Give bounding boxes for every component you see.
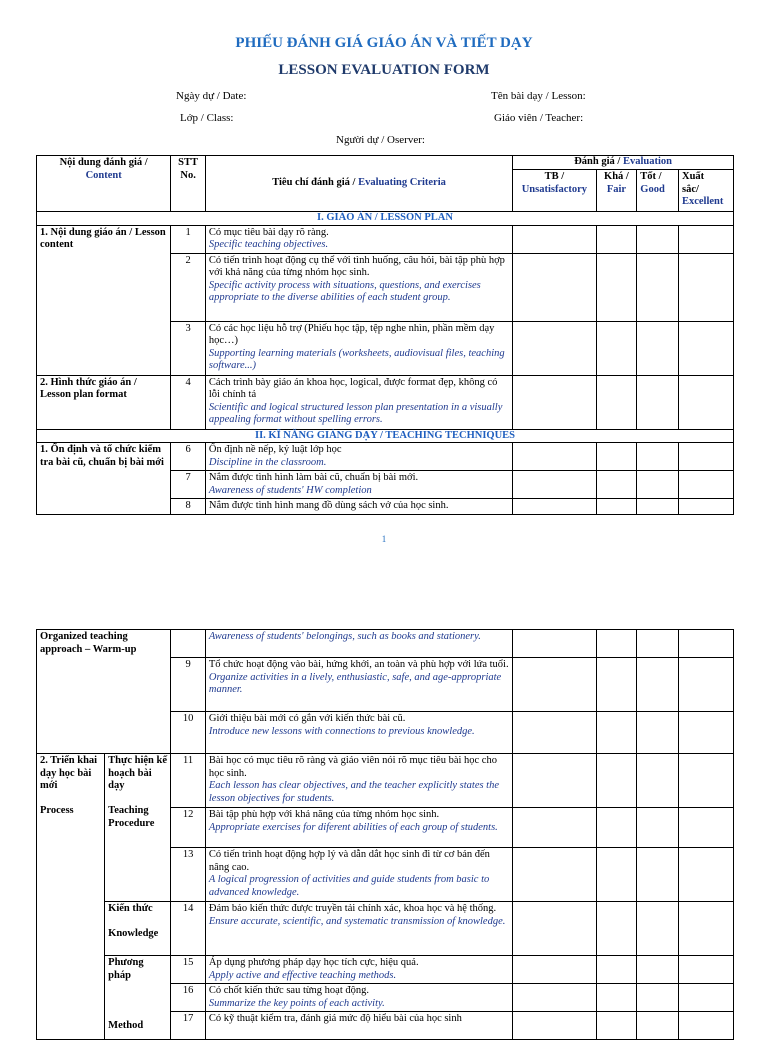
rating-cell[interactable] [678,225,733,253]
criterion-text: Áp dụng phương pháp dạy học tích cực, hiệu quả. Apply active and effective teaching methods. [205,956,512,984]
criterion-number [171,630,206,658]
rating-cell[interactable] [637,443,679,471]
rating-cell[interactable] [596,471,637,499]
rating-cell[interactable] [678,902,733,956]
group-lesson-content: 1. Nội dung giáo án / Lesson content [37,225,171,375]
rating-cell[interactable] [513,984,596,1012]
rating-cell[interactable] [596,658,637,712]
criterion-text: Bài học có mục tiêu rõ ràng và giáo viên nói rõ mục tiêu bài học cho học sinh. Each lesson has clear objectives, and the teacher explicitly states the lesson objectives for students. [205,754,512,808]
rating-cell[interactable] [596,321,637,375]
evaluation-table-page-1 [36,155,734,515]
date-field-label: Ngày dự / Date: [176,90,247,102]
rating-cell[interactable] [513,225,596,253]
criterion-text: Ổn định nề nếp, kỷ luật lớp học Discipline in the classroom. [205,443,512,471]
criterion-number: 11 [171,754,206,808]
group-process: 2. Triển khai dạy học bài mới Process [37,754,105,1040]
rating-cell[interactable] [637,499,679,515]
rating-cell[interactable] [637,848,679,902]
group-warm-up: 1. Ổn định và tổ chức kiểm tra bài cũ, chuẩn bị bài mới [37,443,171,515]
rating-cell[interactable] [678,848,733,902]
criterion-number: 4 [171,375,206,429]
rating-cell[interactable] [637,712,679,754]
rating-cell[interactable] [596,902,637,956]
rating-cell[interactable] [513,321,596,375]
rating-cell[interactable] [678,321,733,375]
rating-cell[interactable] [637,225,679,253]
criterion-text: Có tiến trình hoạt động cụ thể với tình huống, câu hỏi, bài tập phù hợp với khả năng của từng nhóm học sinh. Specific activity process with situations, questions, and exercises appropriate to the diverse abilities of each student group. [205,253,512,321]
rating-cell[interactable] [637,808,679,848]
criterion-text: Giới thiệu bài mới có gắn với kiến thức bài cũ. Introduce new lessons with connections to previous knowledge. [205,712,512,754]
criterion-text: Có các học liệu hỗ trợ (Phiếu học tập, tệp nghe nhìn, phần mềm dạy học…) Supporting learning materials (worksheets, audiovisual files, teaching software...) [205,321,512,375]
page-2 [0,598,768,1031]
observer-field-label: Người dự / Oserver: [336,134,425,146]
rating-cell[interactable] [678,499,733,515]
rating-cell[interactable] [513,848,596,902]
subgroup-knowledge: Kiến thức Knowledge [105,902,171,956]
rating-cell[interactable] [678,658,733,712]
criterion-text: Có tiến trình hoạt động hợp lý và dẫn dắt học sinh đi từ cơ bản đến nâng cao. A logical progression of activities and guide students from basic to advanced knowledge. [205,848,512,902]
criterion-number: 14 [171,902,206,956]
rating-cell[interactable] [596,712,637,754]
criterion-number: 13 [171,848,206,902]
rating-cell[interactable] [513,754,596,808]
page-break [0,548,768,598]
criterion-text: Tổ chức hoạt động vào bài, hứng khởi, an toàn và phù hợp với lứa tuổi. Organize activities in a lively, enthusiastic, safe, and age-appropriate manner. [205,658,512,712]
rating-cell[interactable] [637,956,679,984]
criterion-number: 3 [171,321,206,375]
criterion-number: 9 [171,658,206,712]
rating-cell[interactable] [596,1012,637,1040]
header-excellent: Xuất sắc/ Excellent [678,170,733,212]
criterion-number: 17 [171,1012,206,1040]
criterion-number: 8 [171,499,206,515]
criterion-text: Có mục tiêu bài dạy rõ ràng. Specific teaching objectives. [205,225,512,253]
criterion-text: Nắm được tình hình làm bài cũ, chuẩn bị bài mới. Awareness of students' HW completion [205,471,512,499]
subgroup-method: Phương pháp Method [105,956,171,1040]
rating-cell[interactable] [596,225,637,253]
criterion-number: 12 [171,808,206,848]
rating-cell[interactable] [513,375,596,429]
rating-cell[interactable] [596,984,637,1012]
rating-cell[interactable] [637,321,679,375]
section-teaching-techniques: II. KĨ NĂNG GIẢNG DẠY / TEACHING TECHNIQUES [37,429,734,443]
criterion-number: 2 [171,253,206,321]
rating-cell[interactable] [678,754,733,808]
rating-cell[interactable] [678,253,733,321]
header-stt: STT No. [171,156,206,212]
lesson-field-label: Tên bài dạy / Lesson: [491,90,586,102]
rating-cell[interactable] [678,956,733,984]
criterion-text: Đảm bảo kiến thức được truyền tải chính xác, khoa học và hệ thống. Ensure accurate, scientific, and systematic transmission of knowledge. [205,902,512,956]
rating-cell[interactable] [637,471,679,499]
page-number: 1 [381,534,387,544]
rating-cell[interactable] [637,1012,679,1040]
header-evaluation: Đánh giá / Evaluation [513,156,734,170]
rating-cell[interactable] [678,984,733,1012]
rating-cell[interactable] [637,375,679,429]
rating-cell[interactable] [513,956,596,984]
rating-cell[interactable] [678,808,733,848]
class-field-label: Lớp / Class: [180,112,234,124]
criterion-number: 1 [171,225,206,253]
form-title-vietnamese: PHIẾU ĐÁNH GIÁ GIÁO ÁN VÀ TIẾT DẠY [235,35,533,51]
criterion-number: 15 [171,956,206,984]
section-lesson-plan: I. GIÁO ÁN / LESSON PLAN [37,212,734,226]
rating-cell[interactable] [596,630,637,658]
rating-cell[interactable] [637,630,679,658]
group-warm-up-english: Organized teaching approach – Warm-up [37,630,171,754]
rating-cell[interactable] [637,984,679,1012]
rating-cell[interactable] [513,630,596,658]
rating-cell[interactable] [596,956,637,984]
rating-cell[interactable] [678,375,733,429]
header-content: Nội dung đánh giá / Content [37,156,171,212]
rating-cell[interactable] [596,808,637,848]
criterion-text: Cách trình bày giáo án khoa học, logical, được format đẹp, không có lỗi chính tả Scientific and logical structured lesson plan presentation in a visually appealing format without spelling errors. [205,375,512,429]
rating-cell[interactable] [513,253,596,321]
rating-cell[interactable] [678,630,733,658]
rating-cell[interactable] [596,443,637,471]
rating-cell[interactable] [637,902,679,956]
rating-cell[interactable] [637,754,679,808]
rating-cell[interactable] [678,471,733,499]
rating-cell[interactable] [637,253,679,321]
rating-cell[interactable] [513,658,596,712]
criterion-text: Bài tập phù hợp với khả năng của từng nhóm học sinh. Appropriate exercises for diferent abilities of each group of students. [205,808,512,848]
rating-cell[interactable] [513,471,596,499]
rating-cell[interactable] [513,499,596,515]
subgroup-teaching-procedure: Thực hiện kế hoạch bài dạy Teaching Procedure [105,754,171,902]
rating-cell[interactable] [596,499,637,515]
teacher-field-label: Giáo viên / Teacher: [494,112,584,124]
group-lesson-plan-format: 2. Hình thức giáo án / Lesson plan format [37,375,171,429]
rating-cell[interactable] [678,1012,733,1040]
header-good: Tốt / Good [637,170,679,212]
criterion-text: Có kỹ thuật kiểm tra, đánh giá mức độ hiểu bài của học sinh [205,1012,512,1040]
rating-cell[interactable] [513,902,596,956]
rating-cell[interactable] [513,443,596,471]
criterion-number: 7 [171,471,206,499]
form-title-english: LESSON EVALUATION FORM [278,62,490,78]
criterion-text: Awareness of students' belongings, such as books and stationery. [205,630,512,658]
criterion-number: 16 [171,984,206,1012]
rating-cell[interactable] [678,712,733,754]
criterion-number: 6 [171,443,206,471]
rating-cell[interactable] [596,253,637,321]
rating-cell[interactable] [596,848,637,902]
criterion-text: Nắm được tình hình mang đồ dùng sách vở của học sinh. [205,499,512,515]
evaluation-table-page-2 [36,629,734,1040]
rating-cell[interactable] [513,712,596,754]
criterion-number: 10 [171,712,206,754]
criterion-text: Có chốt kiến thức sau từng hoạt động. Summarize the key points of each activity. [205,984,512,1012]
rating-cell[interactable] [513,1012,596,1040]
header-unsatisfactory: TB / Unsatisfactory [513,170,596,212]
rating-cell[interactable] [678,443,733,471]
rating-cell[interactable] [513,808,596,848]
rating-cell[interactable] [596,375,637,429]
rating-cell[interactable] [637,658,679,712]
header-fair: Khá / Fair [596,170,637,212]
rating-cell[interactable] [596,754,637,808]
header-criteria: Tiêu chí đánh giá / Evaluating Criteria [205,156,512,212]
